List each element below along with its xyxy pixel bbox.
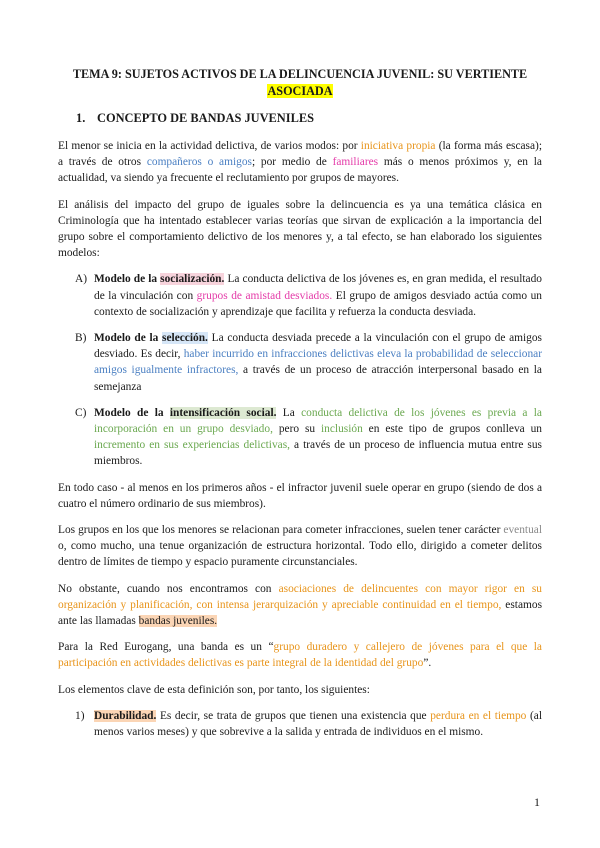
list-item-durabilidad (58, 708, 542, 740)
text-run: más o menos próximos y, en la actualidad, va siendo ya frecuente el reclutamiento por grupos de mayores. (58, 156, 542, 185)
text-run: El grupo de amigos desviado actúa como un contexto de socialización y aprendizaje que facilita y refuerza la conducta desviada. (94, 289, 542, 318)
highlighted-text: eventual (503, 524, 542, 537)
model-label: Modelo de la (94, 406, 170, 419)
highlighted-text: conducta delictiva de los jóvenes es previa a la incorporación en un grupo desviado, (94, 406, 542, 436)
text-run: a través de un proceso de atracción interpersonal basado en la semejanza (94, 364, 542, 393)
text-run: a través de un proceso de influencia mutua entre sus miembros. (94, 439, 542, 468)
highlighted-text: asociaciones de delincuentes con mayor rigor en su organización y planificación, con intensa jerarquización y apreciable continuidad en el tiempo, (58, 582, 542, 611)
highlighted-text: grupos de amistad desviados. (196, 289, 333, 302)
model-key-term: intensificación social. (169, 406, 277, 419)
document-title (58, 66, 542, 100)
highlighted-term: bandas juveniles. (138, 615, 218, 628)
document-page (58, 66, 542, 750)
text-run: Para la Red Eurogang, una banda es un “ (58, 641, 274, 654)
paragraph-elements-intro: Los elementos clave de esta definición son, por tanto, los siguientes: (58, 683, 370, 696)
list-item-model-c (58, 405, 542, 470)
text-run: La conducta delictiva de los jóvenes es, en gran medida, el resultado de la vinculación con (94, 273, 542, 302)
model-label: Modelo de la (94, 273, 161, 286)
model-label: Modelo de la (94, 332, 163, 345)
paragraph-eurogang (58, 639, 542, 671)
paragraph-intro (58, 138, 542, 187)
element-key-term: Durabilidad. (94, 709, 157, 722)
text-run: Es decir, se trata de grupos que tienen una existencia que (156, 709, 431, 722)
paragraph-bandas (58, 581, 542, 630)
list-marker: A) (75, 273, 88, 286)
list-item-model-b (58, 330, 542, 395)
text-run: (al menos varios meses) y que sobrevive a la salida y entrada de individuos en el mismo. (94, 709, 542, 739)
text-run: pero su (272, 423, 321, 436)
text-run: o, como mucho, una tenue organización de estructura horizontal. Todo ello, dirigido a cometer delitos dentro de límites de tiempo y espacio puramente circunstanciales. (58, 540, 542, 569)
model-key-term: socialización. (160, 273, 225, 286)
text-run: en este tipo de grupos conlleva un (362, 423, 542, 436)
highlighted-text: inclusión (321, 423, 363, 436)
section-title: CONCEPTO DE BANDAS JUVENILES (97, 111, 314, 125)
list-marker: C) (75, 406, 87, 419)
paragraph-analysis: El análisis del impacto del grupo de iguales sobre la delincuencia es ya una temática clásica en Criminología que ha intentado establecer varias teorías que sirvan de explicación a la importancia del grupo sobre el comportamiento delictivo de los menores y, a tal efecto, se han elaborado los siguientes modelos: (58, 198, 542, 260)
list-item-model-a (58, 271, 542, 320)
text-run: (la forma más escasa); a través de otros (58, 140, 542, 169)
list-marker: 1) (75, 709, 85, 722)
title-line-1: TEMA 9: SUJETOS ACTIVOS DE LA DELINCUENCIA JUVENIL: SU VERTIENTE (72, 67, 528, 81)
highlighted-text: familiares (332, 156, 379, 169)
highlighted-text: incremento en sus experiencias delictivas, (94, 439, 290, 452)
title-line-2: ASOCIADA (267, 84, 333, 98)
section-heading (76, 110, 542, 126)
model-key-term: selección. (162, 332, 208, 345)
text-run: La (276, 406, 302, 419)
highlighted-text: grupo duradero y callejero de jóvenes para el que la participación en actividades delictivas es parte integral de la identidad del grupo (58, 641, 542, 670)
paragraph-group-size: En todo caso - al menos en los primeros años - el infractor juvenil suele operar en grupo (siendo de dos a cuatro el número ordinario de sus miembros). (58, 481, 542, 510)
paragraph-group-character (58, 522, 542, 571)
text-run: Los grupos en los que los menores se relacionan para cometer infracciones, suelen tener carácter (58, 524, 504, 537)
highlighted-text: haber incurrido en infracciones delictivas eleva la probabilidad de seleccionar amigos igualmente infractores, (94, 348, 542, 377)
text-run: estamos ante las llamadas (58, 598, 542, 628)
list-marker: B) (75, 332, 87, 345)
page-number: 1 (534, 795, 540, 809)
highlighted-text: perdura en el tiempo (430, 709, 527, 722)
text-run: ”. (423, 657, 432, 670)
highlighted-text: compañeros o amigos (146, 156, 252, 169)
section-number: 1. (76, 111, 86, 125)
text-run: El menor se inicia en la actividad delictiva, de varios modos: por (58, 140, 361, 152)
text-run: No obstante, cuando nos encontramos con (58, 582, 279, 595)
text-run: La conducta desviada precede a la vinculación con el grupo de amigos desviado. Es decir, (94, 332, 542, 361)
text-run: ; por medio de (251, 156, 333, 169)
highlighted-text: iniciativa propia (360, 140, 436, 152)
